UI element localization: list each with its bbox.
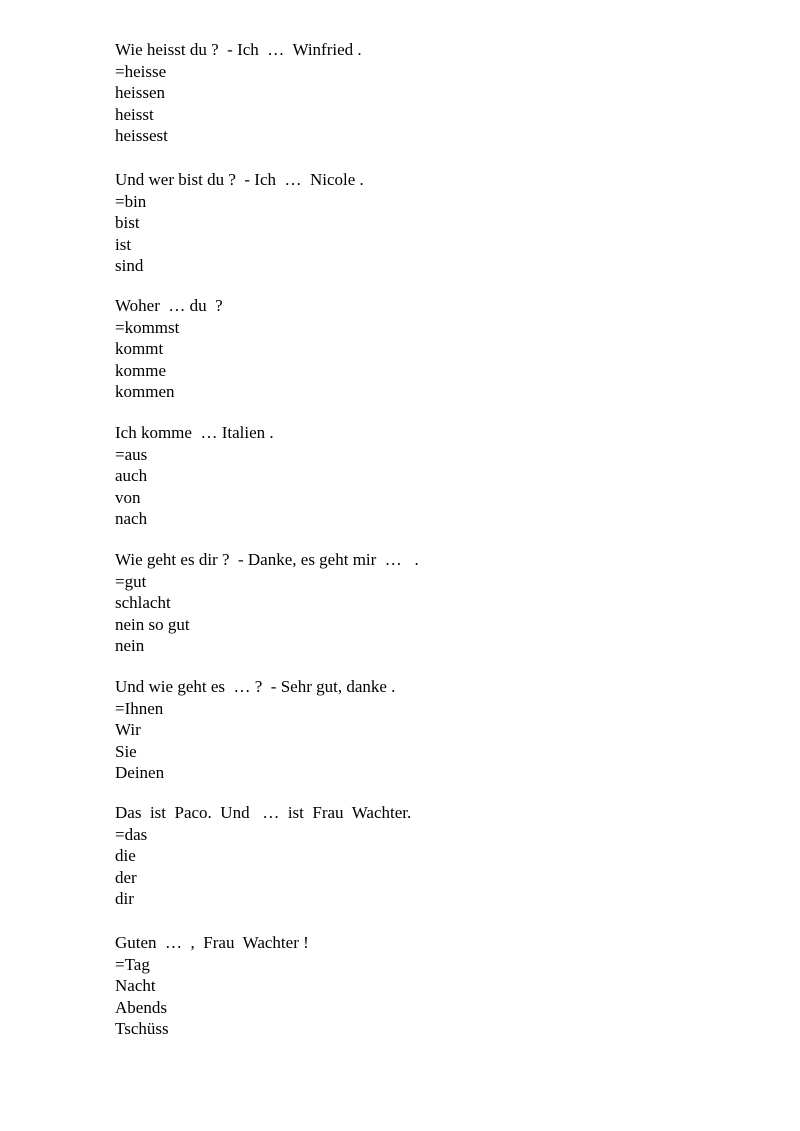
question-prompt: Wie geht es dir ? - Danke, es geht mir … . (115, 550, 419, 569)
answer-option: =Tag (115, 954, 150, 974)
answer-option: komme (115, 360, 166, 380)
question-block-3 (115, 295, 715, 403)
question-prompt: Woher … du ? (115, 296, 223, 315)
answer-option: =heisse (115, 61, 167, 81)
answer-option: bist (115, 213, 140, 233)
answer-option: heissen (115, 83, 166, 103)
answer-option: Sie (115, 741, 137, 761)
answer-option: nein (115, 636, 145, 656)
answer-option: die (115, 846, 136, 866)
answer-option: =Ihnen (115, 698, 164, 718)
answer-option: auch (115, 466, 148, 486)
answer-option: =gut (115, 571, 147, 591)
question-block-5 (115, 549, 715, 657)
question-block-6 (115, 676, 715, 784)
answer-option: =bin (115, 191, 147, 211)
question-prompt: Guten … , Frau Wachter ! (115, 933, 309, 952)
answer-option: kommt (115, 339, 164, 359)
question-prompt: Ich komme … Italien . (115, 423, 274, 442)
question-block-4 (115, 422, 715, 530)
answer-option: =aus (115, 444, 148, 464)
question-block-2 (115, 169, 715, 277)
question-prompt: Wie heisst du ? - Ich … Winfried . (115, 40, 362, 59)
question-prompt: Und wer bist du ? - Ich … Nicole . (115, 170, 364, 189)
answer-option: schlacht (115, 593, 171, 613)
question-block-8 (115, 932, 715, 1040)
answer-option: der (115, 867, 137, 887)
answer-option: heisst (115, 104, 154, 124)
answer-option: nein so gut (115, 614, 190, 634)
question-prompt: Und wie geht es … ? - Sehr gut, danke . (115, 677, 396, 696)
question-prompt: Das ist Paco. Und … ist Frau Wachter. (115, 803, 412, 822)
answer-option: heissest (115, 126, 168, 146)
answer-option: dir (115, 889, 134, 909)
question-block-1 (115, 39, 715, 147)
answer-option: von (115, 487, 141, 507)
answer-option: ist (115, 234, 132, 254)
answer-option: Wir (115, 720, 141, 740)
answer-option: Abends (115, 997, 167, 1017)
answer-option: =das (115, 824, 148, 844)
answer-option: kommen (115, 382, 175, 402)
answer-option: Deinen (115, 763, 165, 783)
answer-option: nach (115, 509, 148, 529)
answer-option: sind (115, 256, 144, 276)
question-block-7 (115, 802, 715, 910)
answer-option: =kommst (115, 317, 180, 337)
answer-option: Nacht (115, 976, 156, 996)
answer-option: Tschüss (115, 1019, 169, 1039)
